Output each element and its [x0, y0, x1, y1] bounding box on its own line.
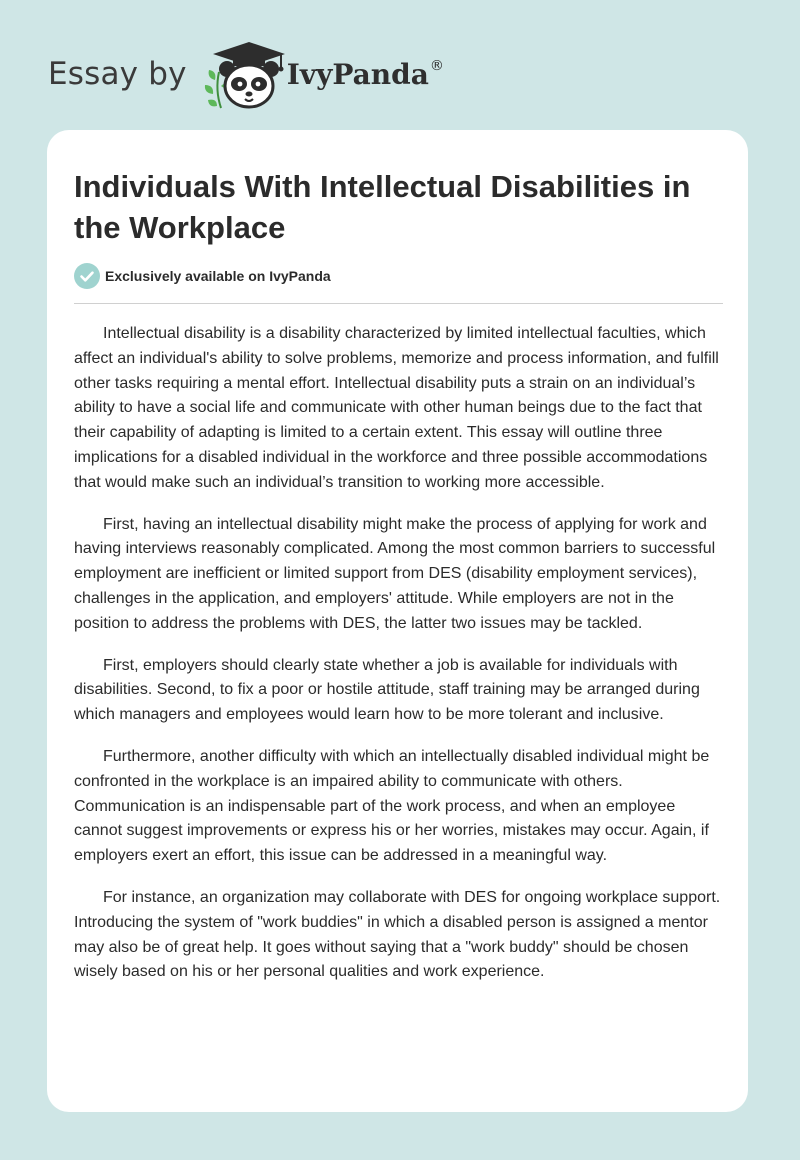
essay-paragraph: First, employers should clearly state whether a job is available for individuals with disabilities. Second, to fix a poor or hostile attitude, staff training may be arranged during which managers and employees would learn how to be more tolerant and inclusive. [74, 656, 700, 724]
brand-prefix: Essay by [48, 56, 187, 92]
essay-paragraph: Intellectual disability is a disability characterized by limited intellectual faculties, which affect an individual's ability to solve problems, memorize and process information, and fulfill other tasks requiring a mental effort. Intellectual disability puts a strain on an individual’s ability to have a social life and communicate with other human beings due to the fact that their capability of adapting is limited to a certain extent. This essay will outline three implications for a disabled individual in the workforce and three possible accommodations that would make such an individual’s transition to working more accessible. [74, 325, 719, 491]
brand-name: IvyPanda [286, 57, 429, 91]
title-divider [74, 303, 723, 304]
essay-paragraph: Furthermore, another difficulty with which an intellectually disabled individual might be confronted in the workplace is an impaired ability to communicate with others. Communication is an indispensable part of the work process, and when an employee cannot suggest improvements or express his or her worries, mistakes may occur. Again, if employers exert an effort, this issue can be addressed in a meaningful way. [74, 747, 710, 865]
check-circle-icon [74, 263, 100, 289]
panda-graduate-icon [201, 36, 291, 112]
exclusive-badge-label: Exclusively available on IvyPanda [105, 268, 331, 284]
essay-paragraph: For instance, an organization may collaborate with DES for ongoing workplace support. Introducing the system of "work buddies" in which a disabled person is assigned a mentor may also be of great help. It goes without saying that a "work buddy" should be chosen wisely based on his or her personal qualities and work experience. [74, 888, 721, 981]
essay-title: Individuals With Intellectual Disabilities in the Workplace [74, 169, 691, 245]
registered-mark: ® [429, 58, 444, 74]
exclusive-badge [74, 263, 331, 289]
brand-header[interactable] [48, 34, 444, 114]
essay-body [74, 322, 726, 1002]
essay-paragraph: First, having an intellectual disability might make the process of applying for work and having interviews reasonably complicated. Among the most common barriers to successful employment are inefficient or limited support from DES (disability employment services), challenges in the application, and employers' attitude. While employers are not in the position to address the problems with DES, the latter two issues may be tackled. [74, 515, 716, 632]
essay-card [47, 130, 748, 1112]
